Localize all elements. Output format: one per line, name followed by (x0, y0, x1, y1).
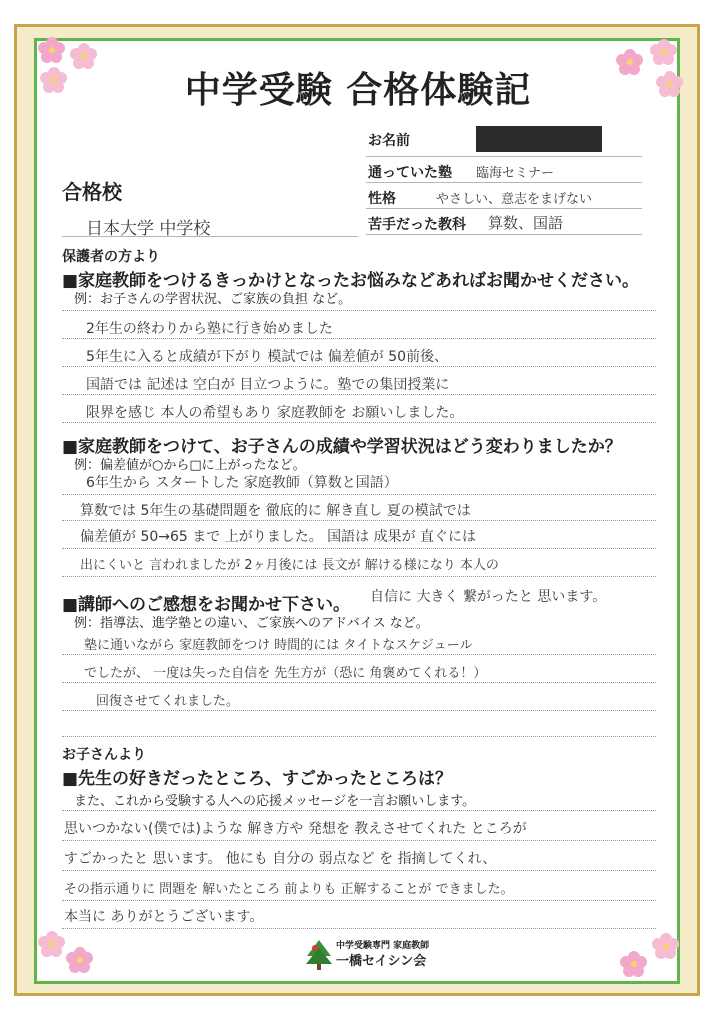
rule (62, 338, 656, 339)
rule (62, 422, 656, 423)
rule (62, 494, 656, 495)
question-3: ■講師へのご感想をお聞かせ下さい。 (62, 595, 351, 615)
answer-line: 2年生の終わりから塾に行き始めました (86, 321, 333, 337)
example-3: 例：指導法、進学塾との違い、ご家族へのアドバイス など。 (74, 616, 429, 631)
answer-line: すごかったと 思います。 他にも 自分の 弱点など を 指摘してくれ、 (64, 851, 497, 867)
rule (62, 928, 656, 929)
redacted-name (476, 126, 602, 152)
divider (366, 156, 642, 157)
rule (62, 840, 656, 841)
personality-value: やさしい、意志をまげない (436, 192, 593, 207)
rule (62, 394, 656, 395)
tree-logo-icon (305, 938, 333, 970)
answer-line: 思いつかない(僕では)ような 解き方や 発想を 教えさせてくれた ところが (64, 821, 527, 837)
rule (62, 548, 656, 549)
rule (62, 520, 656, 521)
rule (62, 870, 656, 871)
rule (62, 710, 656, 711)
answer-line: 国語では 記述は 空白が 目立つように。塾での集団授業に (86, 377, 450, 393)
rule (62, 654, 656, 655)
divider (366, 182, 642, 183)
divider (62, 236, 358, 237)
answer-line: でしたが、 一度は失った自信を 先生方が（恐に 角褒めてくれる！） (84, 666, 487, 681)
flower-icon (66, 946, 94, 974)
rule (62, 576, 656, 577)
flower-icon (620, 950, 648, 978)
answer-line: 算数では 5年生の基礎問題を 徹底的に 解き直し 夏の模試では (80, 503, 471, 519)
question-1: ■家庭教師をつけるきっかけとなったお悩みなどあればお聞かせください。 (62, 271, 640, 291)
answer-line: 出にくいと 言われましたが 2ヶ月後には 長文が 解ける様になり 本人の (80, 558, 499, 573)
weak-subject-value: 算数、国語 (488, 214, 564, 232)
question-2: ■家庭教師をつけて、お子さんの成績や学習状況はどう変わりましたか？ (62, 437, 622, 457)
answer-line: 偏差値が 50→65 まで 上がりました。 国語は 成果が 直ぐには (80, 529, 477, 545)
answer-line: 5年生に入ると成績が下がり 模試では 偏差値が 50前後、 (86, 349, 449, 365)
example-1: 例：お子さんの学習状況、ご家族の負担 など。 (74, 292, 352, 307)
rule (62, 682, 656, 683)
school-value: 日本大学 中学校 (86, 219, 211, 239)
answer-line: 限界を感じ 本人の希望もあり 家庭教師を お願いしました。 (86, 405, 464, 421)
logo-tagline: 中学受験専門 家庭教師 (336, 941, 430, 951)
school-label: 合格校 (62, 180, 122, 204)
rule (62, 310, 656, 311)
flower-icon (652, 932, 680, 960)
rule (62, 366, 656, 367)
flower-icon (38, 36, 66, 64)
rule (62, 810, 656, 811)
flower-icon (38, 930, 66, 958)
answer-line: 自信に 大きく 繋がったと 思います。 (370, 589, 607, 605)
page-title: 中学受験 合格体験記 (184, 70, 532, 111)
cram-value: 臨海セミナー (476, 166, 555, 181)
name-label: お名前 (368, 133, 410, 149)
answer-line: 本当に ありがとうございます。 (64, 909, 264, 925)
logo-name: 一橋セイシン会 (336, 954, 427, 969)
divider (366, 234, 642, 235)
rule (62, 900, 656, 901)
guardian-heading: 保護者の方より (62, 249, 160, 265)
personality-label: 性格 (368, 191, 396, 207)
answer-line: その指示通りに 問題を 解いたところ 前よりも 正解することが できました。 (64, 882, 514, 897)
example-2: 例：偏差値が○から□に上がったなど。 (74, 458, 306, 473)
cram-label: 通っていた塾 (368, 165, 452, 181)
weak-subject-label: 苦手だった教科 (368, 217, 466, 233)
child-heading: お子さんより (62, 747, 146, 763)
answer-line: 6年生から スタートした 家庭教師（算数と国語） (86, 475, 398, 491)
answer-line: 回復させてくれました。 (96, 694, 240, 709)
rule (62, 736, 656, 737)
question-4: ■先生の好きだったところ、すごかったところは？ (62, 769, 453, 789)
answer-line: 塾に通いながら 家庭教師をつけ 時間的には タイトなスケジュール (84, 638, 473, 653)
child-subtext: また、これから受験する人への応援メッセージを一言お願いします。 (74, 794, 476, 809)
divider (366, 208, 642, 209)
